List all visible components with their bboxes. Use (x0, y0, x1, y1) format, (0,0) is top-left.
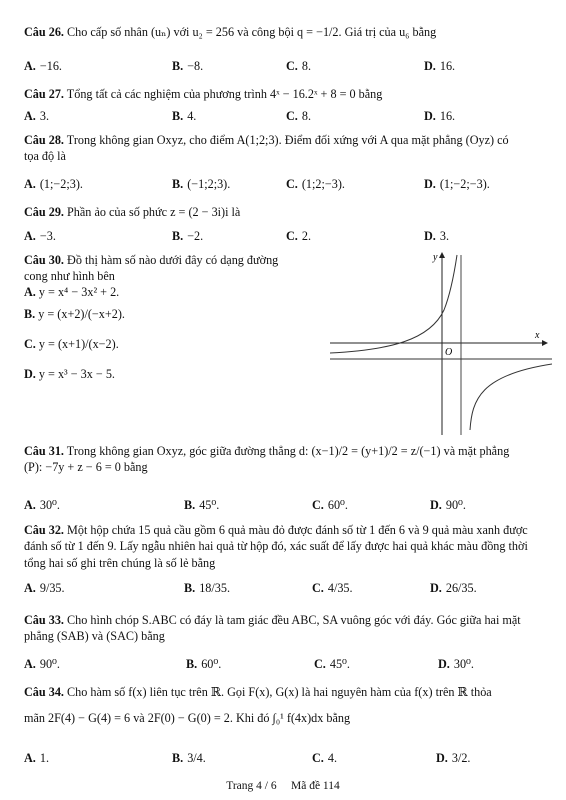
curve-right-branch (470, 364, 552, 430)
options-28 (24, 176, 544, 194)
question-text: Tổng tất cả các nghiệm của phương trình 4ˣ − 16.2ˣ + 8 = 0 bằng (66, 87, 383, 101)
question-text: Cho cấp số nhân (uₙ) với u₂ = 256 và công bội q = −1/2. Giá trị của u₆ bằng (67, 25, 437, 39)
option-c[interactable]: C. y = (x+1)/(x−2). (24, 337, 119, 351)
question-34 (24, 684, 544, 727)
option-b[interactable]: B. −8. (172, 59, 204, 73)
exam-code: Mã đề 114 (290, 780, 340, 792)
question-28 (24, 132, 544, 165)
option-a[interactable]: A. 90⁰. (24, 657, 60, 671)
x-arrow-icon (542, 340, 548, 346)
option-a[interactable]: A. y = x⁴ − 3x² + 2. (24, 285, 120, 299)
question-text: Đồ thị hàm số nào dưới đây có dạng đường (67, 253, 279, 267)
question-33 (24, 612, 544, 645)
option-c[interactable]: C. 4/35. (312, 581, 353, 595)
options-32 (24, 580, 544, 598)
option-b[interactable]: B. 3/4. (172, 751, 206, 765)
question-text-cont: tọa độ là (24, 149, 66, 164)
option-c[interactable]: C. 4. (312, 751, 337, 765)
option-b[interactable]: B. 18/35. (184, 581, 230, 595)
question-text-cont: phẳng (SAB) và (SAC) bằng (24, 629, 165, 644)
option-a[interactable]: A. 3. (24, 109, 49, 123)
option-b[interactable]: B. −2. (172, 229, 204, 243)
option-d[interactable]: D. 16. (424, 59, 456, 73)
options-30 (24, 284, 304, 388)
question-text-cont: cong như hình bên (24, 269, 115, 284)
option-b[interactable]: B. (−1;2;3). (172, 177, 231, 191)
option-c[interactable]: C. 60⁰. (312, 498, 348, 512)
question-text-cont: đánh số từ 1 đến 9. Lấy ngẫu nhiên hai quả từ hộp đó, xác suất để lấy được hai quả khác màu đồng thời (24, 539, 528, 554)
question-label: Câu 28. (24, 133, 64, 147)
question-text: Trong không gian Oxyz, cho điểm A(1;2;3). Điểm đối xứng với A qua mặt phẳng (Oyz) có (66, 133, 509, 147)
question-text: Trong không gian Oxyz, góc giữa đường thẳng d: (x−1)/2 = (y+1)/2 = z/(−1) và mặt phẳng (66, 444, 510, 458)
option-d[interactable]: D. 3. (424, 229, 449, 243)
option-c[interactable]: C. 8. (286, 109, 311, 123)
option-b[interactable]: B. 60⁰. (186, 657, 222, 671)
question-31 (24, 443, 544, 476)
question-text-cont: (P): −7y + z − 6 = 0 bằng (24, 460, 148, 475)
question-text: Cho hình chóp S.ABC có đáy là tam giác đều ABC, SA vuông góc với đáy. Góc giữa hai mặt (67, 613, 521, 627)
question-text-cont: mãn 2F(4) − G(4) = 6 và 2F(0) − G(0) = 2. Khi đó ∫₀¹ f(4x)dx bằng (24, 711, 351, 726)
option-a[interactable]: A. −16. (24, 59, 62, 73)
question-30 (24, 252, 304, 285)
question-29 (24, 204, 544, 220)
question-27 (24, 86, 544, 102)
question-label: Câu 33. (24, 613, 64, 627)
option-b[interactable]: B. 45⁰. (184, 498, 220, 512)
page-number: Trang 4 / 6 (226, 780, 277, 792)
question-label: Câu 31. (24, 444, 64, 458)
options-31 (24, 497, 544, 515)
question-32 (24, 522, 544, 571)
curve-left-branch (330, 255, 457, 353)
question-text: Phần ảo của số phức z = (2 − 3i)i là (67, 205, 241, 219)
option-d[interactable]: D. (1;−2;−3). (424, 177, 490, 191)
option-d[interactable]: D. 30⁰. (438, 657, 474, 671)
options-29 (24, 228, 544, 246)
option-a[interactable]: A. 9/35. (24, 581, 65, 595)
question-text: Cho hàm số f(x) liên tục trên ℝ. Gọi F(x), G(x) là hai nguyên hàm của f(x) trên ℝ thỏa (67, 685, 492, 699)
option-d[interactable]: D. 26/35. (430, 581, 477, 595)
question-label: Câu 27. (24, 87, 64, 101)
option-c[interactable]: C. (1;2;−3). (286, 177, 345, 191)
option-a[interactable]: A. 30⁰. (24, 498, 60, 512)
option-c[interactable]: C. 45⁰. (314, 657, 350, 671)
question-text: Một hộp chứa 15 quả cầu gồm 6 quả màu đỏ được đánh số từ 1 đến 6 và 9 quả màu xanh được (67, 523, 528, 537)
question-26 (24, 24, 544, 40)
options-33 (24, 656, 544, 674)
options-34 (24, 750, 544, 768)
question-label: Câu 26. (24, 25, 64, 39)
option-c[interactable]: C. 8. (286, 59, 311, 73)
option-b[interactable]: B. y = (x+2)/(−x+2). (24, 307, 125, 321)
option-a[interactable]: A. −3. (24, 229, 56, 243)
question-label: Câu 30. (24, 253, 64, 267)
option-d[interactable]: D. 3/2. (436, 751, 471, 765)
question-label: Câu 29. (24, 205, 64, 219)
option-b[interactable]: B. 4. (172, 109, 197, 123)
question-text-cont: tổng hai số ghi trên chúng là số lẻ bằng (24, 555, 216, 570)
option-a[interactable]: A. (1;−2;3). (24, 177, 83, 191)
options-27 (24, 108, 544, 126)
origin-label: O (445, 347, 453, 358)
option-a[interactable]: A. 1. (24, 751, 49, 765)
options-26 (24, 58, 544, 76)
question-label: Câu 34. (24, 685, 64, 699)
y-axis-label: y (433, 252, 438, 263)
option-d[interactable]: D. y = x³ − 3x − 5. (24, 367, 115, 381)
x-axis-label: x (535, 330, 540, 341)
y-arrow-icon (439, 252, 445, 258)
page-footer (0, 779, 566, 795)
function-graph (330, 250, 552, 435)
option-d[interactable]: D. 90⁰. (430, 498, 466, 512)
question-label: Câu 32. (24, 523, 64, 537)
option-c[interactable]: C. 2. (286, 229, 311, 243)
option-d[interactable]: D. 16. (424, 109, 456, 123)
